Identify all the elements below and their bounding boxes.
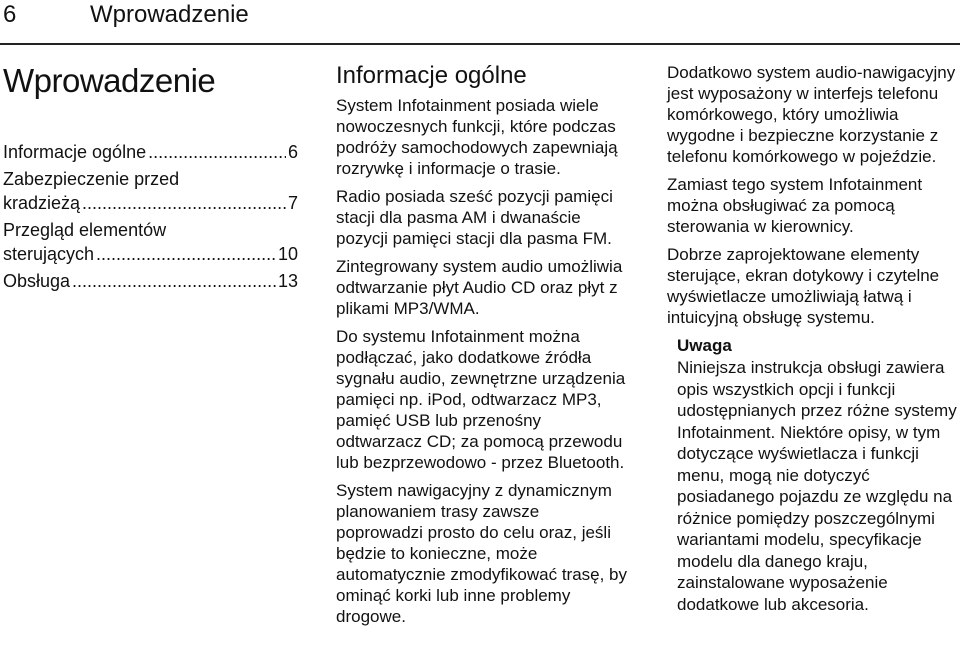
section-column [336,62,628,634]
note-box [677,335,957,615]
toc-label: Obsługa [3,271,71,291]
body-paragraph: Zintegrowany system audio umożliwia odtwarzanie płyt Audio CD oraz płyt z plikami MP3/WMA. [336,257,623,318]
toc-leader-dots [96,242,276,266]
toc-entry-theft-protection[interactable] [3,167,298,215]
right-column [667,62,957,615]
body-paragraph: Do systemu Infotainment można podłączać, jako dodatkowe źródła sygnału audio, zewnętrzne urządzenia pamięci np. iPod, odtwarzacz MP3, pamięć USB lub przenośny odtwarzacz CD; za pomocą przewodu lub bezprzewodowo - przez Bluetooth. [336,327,626,472]
toc-label-line1: Przegląd elementów [3,220,167,240]
chapter-title: Wprowadzenie [3,62,216,99]
toc-page-number: 7 [287,193,298,213]
toc-page-number: 13 [277,271,298,291]
toc-label: Informacje ogólne [3,142,147,162]
body-paragraph: Zamiast tego system Infotainment można obsługiwać za pomocą sterowania w kierownicy. [667,175,923,236]
section-title: Informacje ogólne [336,62,527,89]
body-paragraph: Radio posiada sześć pozycji pamięci stacji dla pasma AM i dwanaście pozycji pamięci stacji dla pasma FM. [336,187,613,248]
chapter-column [3,62,298,296]
toc-leader-dots [72,269,276,293]
toc-label: sterujących [3,244,95,264]
toc-label: kradzieżą [3,193,81,213]
note-body: Niniejsza instrukcja obsługi zawiera opis wszystkich opcji i funkcji udostępnianych przez różne systemy Infotainment. Niektóre opisy, w tym dotyczące wyświetlacza i funkcji menu, mogą nie dotyczyć posiadanego pojazdu ze względu na różnice pomiędzy poszczególnymi wariantami modelu, specyfikacje modelu dla danego kraju, zainstalowane wyposażenie dodatkowe lub akcesoria. [677,358,957,614]
table-of-contents [3,140,298,293]
toc-entry-general-info[interactable] [3,140,298,164]
toc-page-number: 10 [277,244,298,264]
toc-leader-dots [148,140,286,164]
running-header-title: Wprowadzenie [90,1,249,28]
body-paragraph: Dobrze zaprojektowane elementy sterujące, ekran dotykowy i czytelne wyświetlacze umożliwiają łatwą i intuicyjną obsługę systemu. [667,245,940,327]
toc-leader-dots [82,191,286,215]
toc-entry-operation[interactable] [3,269,298,293]
body-paragraph: System Infotainment posiada wiele nowoczesnych funkcji, które podczas podróży samochodowych zapewniają rozrywkę i informacje o trasie. [336,96,618,178]
toc-entry-controls-overview[interactable] [3,218,298,266]
note-title: Uwaga [677,336,732,355]
body-paragraph: Dodatkowo system audio-nawigacyjny jest wyposażony w interfejs telefonu komórkowego, który umożliwia wygodne i bezpieczne korzystanie z telefonu komórkowego w pojeździe. [667,63,956,166]
body-paragraph: System nawigacyjny z dynamicznym planowaniem trasy zawsze poprowadzi prosto do celu oraz, jeśli będzie to konieczne, może automatycznie zmodyfikować trasę, by ominąć korki lub inne problemy drogowe. [336,481,628,626]
toc-label-line1: Zabezpieczenie przed [3,169,180,189]
page-header [0,0,960,44]
toc-page-number: 6 [287,142,298,162]
page-number: 6 [3,1,17,28]
header-divider [0,43,960,45]
